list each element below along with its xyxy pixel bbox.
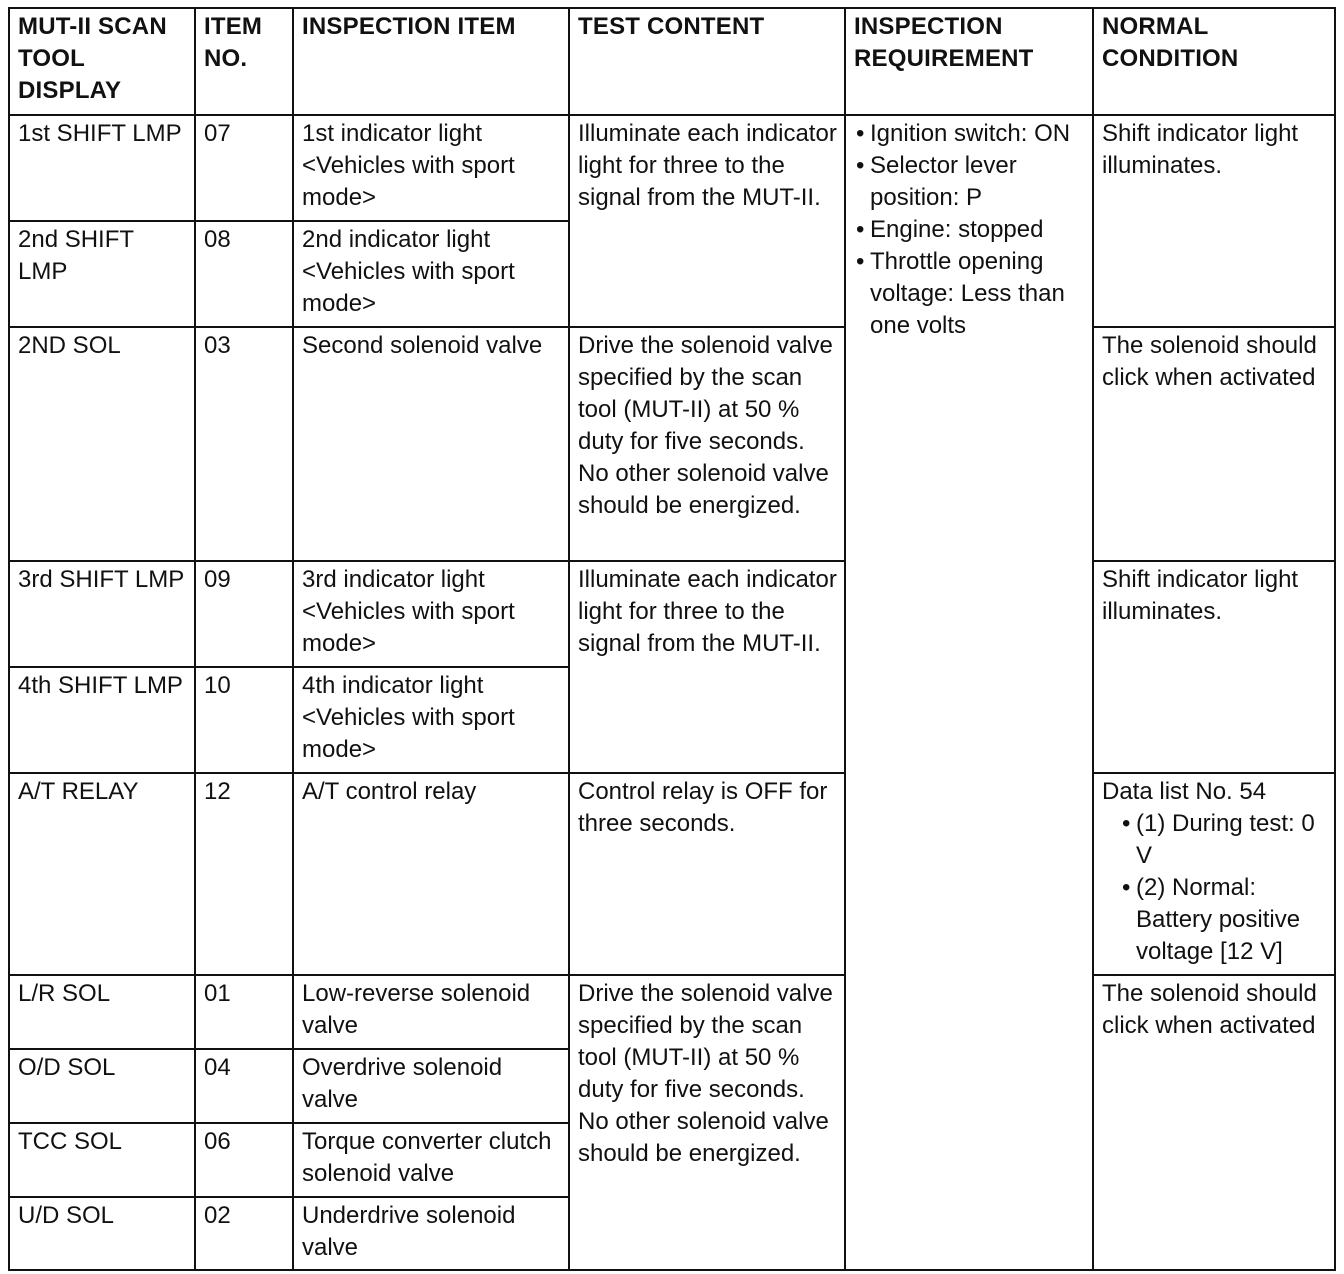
normal-condition-cell: Shift indicator light illuminates.	[1093, 115, 1335, 327]
normal-condition-cell: The solenoid should click when activated	[1093, 327, 1335, 561]
item-no-cell: 06	[195, 1123, 293, 1197]
display-cell: A/T RELAY	[9, 773, 195, 975]
test-content-cell: Control relay is OFF for three seconds.	[569, 773, 845, 975]
inspection-item-cell: 3rd indicator light <Vehicles with sport mode>	[293, 561, 569, 667]
header-inspection-requirement: INSPECTION REQUIREMENT	[845, 8, 1093, 115]
normal-condition-cell	[1093, 773, 1335, 975]
requirement-list	[854, 118, 1085, 342]
normal-condition-cell: The solenoid should click when activated	[1093, 975, 1335, 1270]
relay-condition-list	[1102, 808, 1327, 968]
relay-condition-during-test: • (1) During test: 0 V	[1102, 808, 1327, 872]
inspection-item-cell: Second solenoid valve	[293, 327, 569, 561]
test-content-cell: Illuminate each indicator light for three to the signal from the MUT-II.	[569, 115, 845, 327]
display-cell: 1st SHIFT LMP	[9, 115, 195, 221]
inspection-item-cell: 1st indicator light <Vehicles with sport mode>	[293, 115, 569, 221]
header-test-content: TEST CONTENT	[569, 8, 845, 115]
item-no-cell: 09	[195, 561, 293, 667]
requirement-engine: • Engine: stopped	[854, 214, 1085, 246]
table-row	[9, 561, 1335, 667]
inspection-requirement-cell	[845, 115, 1093, 1270]
display-cell: 4th SHIFT LMP	[9, 667, 195, 773]
item-no-cell: 02	[195, 1197, 293, 1270]
actuator-test-table	[8, 7, 1336, 1271]
item-no-cell: 08	[195, 221, 293, 327]
requirement-ignition: • Ignition switch: ON	[854, 118, 1085, 150]
header-normal-condition: NORMAL CONDITION	[1093, 8, 1335, 115]
inspection-item-cell: 2nd indicator light <Vehicles with sport mode>	[293, 221, 569, 327]
inspection-item-cell: A/T control relay	[293, 773, 569, 975]
item-no-cell: 04	[195, 1049, 293, 1123]
item-no-cell: 07	[195, 115, 293, 221]
inspection-item-cell: Underdrive solenoid valve	[293, 1197, 569, 1270]
display-cell: 2nd SHIFT LMP	[9, 221, 195, 327]
item-no-cell: 01	[195, 975, 293, 1049]
requirement-selector: • Selector lever position: P	[854, 150, 1085, 214]
header-row	[9, 8, 1335, 115]
inspection-item-cell: Torque converter clutch solenoid valve	[293, 1123, 569, 1197]
data-list-title: Data list No. 54	[1102, 778, 1267, 805]
display-cell: O/D SOL	[9, 1049, 195, 1123]
test-content-cell: Illuminate each indicator light for three to the signal from the MUT-II.	[569, 561, 845, 773]
inspection-item-cell: Low-reverse solenoid valve	[293, 975, 569, 1049]
item-no-cell: 10	[195, 667, 293, 773]
test-content-cell: Drive the solenoid valve specified by the scan tool (MUT-II) at 50 % duty for five seconds. No other solenoid valve should be energized.	[569, 327, 845, 561]
normal-condition-cell: Shift indicator light illuminates.	[1093, 561, 1335, 773]
display-cell: L/R SOL	[9, 975, 195, 1049]
header-display: MUT-II SCAN TOOL DISPLAY	[9, 8, 195, 115]
table-row	[9, 327, 1335, 561]
display-cell: 3rd SHIFT LMP	[9, 561, 195, 667]
requirement-throttle: • Throttle opening voltage: Less than one volts	[854, 246, 1085, 342]
item-no-cell: 12	[195, 773, 293, 975]
header-inspection-item: INSPECTION ITEM	[293, 8, 569, 115]
table-row	[9, 115, 1335, 221]
display-cell: 2ND SOL	[9, 327, 195, 561]
header-item-no: ITEM NO.	[195, 8, 293, 115]
display-cell: U/D SOL	[9, 1197, 195, 1270]
item-no-cell: 03	[195, 327, 293, 561]
table-row	[9, 773, 1335, 975]
inspection-item-cell: 4th indicator light <Vehicles with sport mode>	[293, 667, 569, 773]
test-content-cell: Drive the solenoid valve specified by the scan tool (MUT-II) at 50 % duty for five seconds. No other solenoid valve should be energized.	[569, 975, 845, 1270]
table-row	[9, 975, 1335, 1049]
relay-condition-normal: • (2) Normal: Battery positive voltage [12 V]	[1102, 872, 1327, 968]
display-cell: TCC SOL	[9, 1123, 195, 1197]
inspection-item-cell: Overdrive solenoid valve	[293, 1049, 569, 1123]
